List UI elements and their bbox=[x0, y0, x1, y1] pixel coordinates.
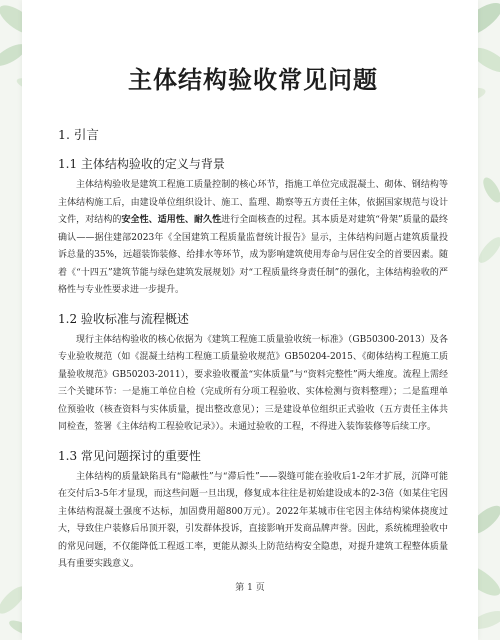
subsection-heading-1-1: 1.1 主体结构验收的定义与背景 bbox=[58, 157, 225, 171]
subsection-heading-1-3: 1.3 常见问题探讨的重要性 bbox=[58, 448, 201, 463]
paragraph-1-2: 现行主体结构验收的核心依据为《建筑工程施工质量验收统一标准》（GB50300-2013）及各专业验收规范（如《混凝土结构工程施工质量验收规范》GB50204-2015、《砌体结构工程施工质量验收规范》GB50203-2011），要求验收覆盖“实体质量”与“资料完整性”两大维度。流程上需经三个关键环节：一是施工单位自检（完成所有分项工程验收、实体检测与资料整理）；二是监理单位预验收（核查资料与实体质量，提出整改意见）；三是建设单位组织正式验收（五方责任主体共同检查，签署《主体结构工程验收记录》）。未通过验收的工程，不得进入装饰装修等后续工序。 bbox=[58, 334, 448, 432]
page-number: 第 1 页 bbox=[235, 583, 265, 593]
document-page bbox=[22, 0, 478, 640]
section-heading-intro: 1. 引言 bbox=[58, 127, 99, 142]
paragraph-1-1-bold: 安全性、适用性、耐久性 bbox=[121, 215, 222, 225]
paragraph-1-1-text-a: 主体结构验收是建筑工程施工质量控制的核心环节，指施工单位完成混凝土、砌体、钢结构等主体结构施工后，由建设单位组织设计、施工、监理、勘察等五方责任主体，依据国家规范与设计文件，对结构的 bbox=[58, 180, 448, 225]
document-title: 主体结构验收常见问题 bbox=[128, 65, 378, 94]
paragraph-1-1-text-b: 进行全面核查的过程。其本质是对建筑“骨架”质量的最终确认——据住建部2023年《全国建筑工程质量监督统计报告》显示，主体结构问题占建筑质量投诉总量的35%，远超装饰装修、给排水等环节，成为影响建筑使用寿命与居住安全的首要因素。随着《“十四五”建筑节能与绿色建筑发展规划》对“工程质量终身责任制”的强化，主体结构验收的严格性与专业性要求进一步提升。 bbox=[58, 215, 448, 295]
paragraph-1-3: 主体结构的质量缺陷具有“隐蔽性”与“滞后性”——裂缝可能在验收后1-2年才扩展，沉降可能在交付后3-5年才显现，而这些问题一旦出现，修复成本往往是初始建设成本的2-3倍（如某住宅因主体结构混凝土强度不达标，加固费用超800万元）。2022年某城市住宅因主体结构梁体挠度过大，导致住户装修后吊顶开裂，引发群体投诉，直接影响开发商品牌声誉。因此，系统梳理验收中的常见问题，不仅能降低工程返工率，更能从源头上防范结构安全隐患，对提升建筑工程整体质量具有重要实践意义。 bbox=[58, 471, 448, 569]
subsection-heading-1-2: 1.2 验收标准与流程概述 bbox=[58, 311, 189, 326]
paragraph-1-1 bbox=[58, 177, 448, 300]
document-body bbox=[58, 60, 448, 574]
